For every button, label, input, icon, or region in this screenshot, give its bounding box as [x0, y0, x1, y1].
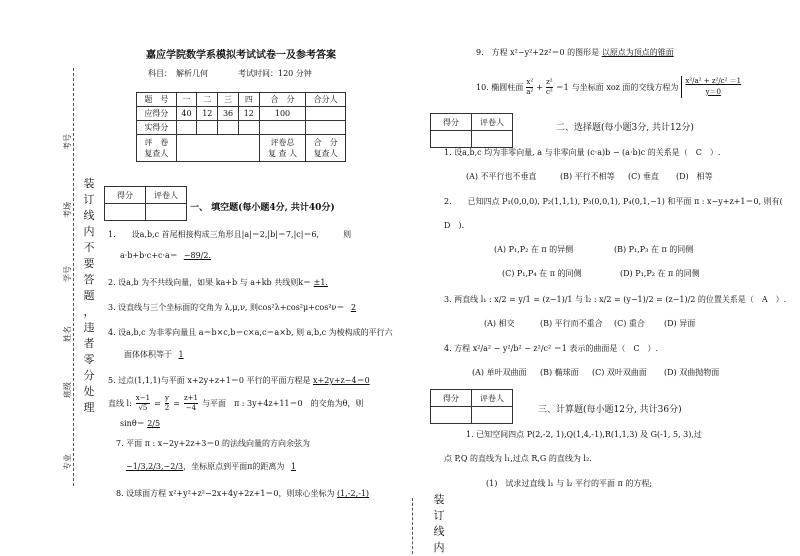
calc-q1-line2: 点 P,Q 的直线为 l₁,过点 R,G 的直线为 l₂.: [444, 454, 592, 463]
label-name: 姓名: [63, 326, 72, 342]
section3-title: 三、计算题(每小题12分, 共计36分): [538, 405, 682, 415]
seal-char: 线: [433, 525, 445, 538]
mc-q1-opt-b: (B) 平行不相等: [560, 172, 615, 181]
mc-q3: 3. 两直线 l₁ : x/2 = y/1 = (z−1)/1 与 l₂ : x/2 = (y−1)/2 = (z−1)/2 的位置关系是（ A ）.: [444, 295, 787, 304]
cell: 评卷人: [146, 187, 187, 204]
cell: 评 卷 复查人: [137, 135, 177, 162]
seal-char: 订: [83, 193, 95, 206]
label-exam-no: 考号: [63, 134, 72, 150]
exam-time: 考试时间：120 分钟: [238, 69, 312, 78]
seal-char: 装: [433, 493, 445, 506]
q1-text: 1. 设a,b,c 首尾相接构成三角形且|a|＝2,|b|＝7,|c|＝6, 则: [108, 230, 352, 239]
answer: (1,-2,-1): [337, 489, 370, 498]
seal-notice: [432, 492, 446, 556]
seal-char: 题: [83, 289, 95, 302]
seal-char: 答: [83, 273, 95, 286]
mc-q1-opt-d: (D) 相等: [676, 172, 713, 181]
cell: [306, 107, 346, 121]
seal-char: 不: [83, 241, 95, 254]
scorer-box: [104, 186, 187, 221]
q1-expr: a·b+b·c+c·a＝ −89/2.: [120, 250, 217, 261]
answer: 2/5: [147, 419, 161, 428]
section1-title: 一、 填空题(每小题4分, 共计40分): [190, 203, 335, 213]
cell: 评卷总 复 查 人: [259, 135, 306, 162]
cell: 得分: [105, 187, 146, 204]
answer: −89/2.: [183, 251, 211, 260]
cell: 四: [238, 93, 259, 107]
mc-q4-opt-c: (C) 双叶双曲面: [592, 368, 647, 377]
q9-text: 9. 方程 x²−y²+2z²＝0 的图形是 以原点为顶点的锥面: [476, 48, 674, 57]
mc-q2-opt-b: (B) P₁,P₃ 在 π 的同侧: [614, 245, 694, 254]
cell: 合 分 复查人: [306, 135, 346, 162]
cell: 评卷人: [472, 390, 513, 407]
cell: 得分: [431, 114, 472, 131]
seal-char: 分: [83, 369, 95, 382]
cell: 12: [197, 107, 218, 121]
seal-char: ，: [83, 305, 95, 318]
q2-text: 2. 设a,b 为不共线向量，如果 ka+b 与 a+kb 共线则k＝ ±1.: [108, 278, 328, 287]
q4-text: 4. 设a,b,c 为非零向量且 a＝b×c,b＝c×a,c＝a×b, 则 a,b,c 为棱构成的平行六: [108, 328, 393, 337]
answer: −1/3,2/3,−2/3: [126, 462, 184, 471]
seal-notice: [82, 176, 96, 416]
label-exam-room: 考场: [63, 202, 72, 218]
label-class: 班级: [63, 382, 72, 398]
cell: 应得分: [137, 107, 177, 121]
calc-q1-part1: (1) 试求过直线 l₁ 与 l₂ 平行的平面 π 的方程;: [486, 479, 653, 488]
seal-char: 零: [83, 353, 95, 366]
cell: 一: [176, 93, 197, 107]
mc-q2-answer: D ).: [444, 221, 465, 230]
scorer-box: [430, 113, 513, 148]
seal-char: 理: [83, 401, 95, 414]
binding-line: [412, 498, 413, 554]
answer: ±1.: [313, 278, 328, 287]
mc-q3-opt-b: (B) 平行而不重合: [540, 319, 603, 328]
answer: 以原点为顶点的锥面: [601, 48, 674, 57]
answer: 1: [290, 462, 297, 471]
seal-char: 处: [83, 385, 95, 398]
q6-answer-line: sinθ＝ 2/5: [120, 419, 161, 428]
mc-q1-opt-c: (C) 垂直: [628, 172, 659, 181]
mc-q3-opt-c: (C) 重合: [614, 319, 645, 328]
cell: 12: [238, 107, 259, 121]
q6-text: 直线 l: $\frac{x-1}{√5}$ = $\frac{y}{2}$ = $\frac{z+1}{-4}$ 与平面 π : 3y+4z+11＝0 的交角为θ，则: [108, 394, 364, 412]
scorer-box: [430, 389, 513, 424]
cell: 实得分: [137, 121, 177, 135]
seal-char: 要: [83, 257, 95, 270]
seal-char: 装: [83, 177, 95, 190]
cell: 得分: [431, 390, 472, 407]
label-student-no: 学号: [63, 266, 72, 282]
page-title: 嘉应学院数学系模拟考试试卷一及参考答案: [146, 50, 336, 61]
seal-char: 线: [83, 209, 95, 222]
q3-text: 3. 设直线与三个坐标面的交角为 λ,μ,ν, 则cos²λ+cos²μ+cos²ν＝ 2: [108, 302, 360, 313]
q8-text: 8. 设球面方程 x²+y²+z²−2x+4y+2z+1＝0，则球心坐标为 (1,-2,-1): [116, 489, 370, 498]
cell: 100: [259, 107, 306, 121]
answer: x+2y+z−4＝0: [313, 376, 370, 385]
cell: 合分人: [306, 93, 346, 107]
binding-line: [73, 68, 74, 486]
q7-text2: −1/3,2/3,−2/3，坐标原点到平面π的距离为 1: [126, 461, 300, 472]
q4-text2: 面体体积等于 1: [124, 349, 188, 360]
q5-text: 5. 过点(1,1,1)与平面 x+2y+z+1＝0 平行的平面方程是 x+2y+z−4＝0: [108, 376, 370, 385]
cell: 三: [218, 93, 239, 107]
mc-q4-opt-d: (D) 双曲抛物面: [664, 368, 720, 377]
cell: 40: [176, 107, 197, 121]
mc-q1: 1. 设a,b,c 均为非零向量, a 与非零向量 (c·a)b − (a·b)c 的关系是（ C ）.: [444, 148, 721, 157]
cell: 合 分: [259, 93, 306, 107]
mc-q3-opt-d: (D) 异面: [664, 319, 696, 328]
q7-text: 7. 平面 π : x−2y+2z+3＝0 的法线向量的方向余弦为: [116, 439, 311, 448]
cell: 36: [218, 107, 239, 121]
mc-q2: 2. 已知四点 P₁(0,0,0), P₂(1,1,1), P₃(0,0,1), P₄(0,1,−1) 和平面 π : x−y+z+1＝0, 则有(: [444, 197, 783, 206]
answer: 2: [350, 303, 357, 312]
seal-char: 内: [83, 225, 95, 238]
answer: 1: [178, 350, 184, 359]
mc-q3-opt-a: (A) 相交: [484, 319, 515, 328]
q10-text: 10. 椭圆柱面 x² a² + $\frac{\text{z²}}{\text{c²}}$ ＝1 与坐标面 xoz 面的交线方程为 x²/a² + z²/c² ＝1 y＝0: [476, 77, 742, 96]
seal-char: 订: [433, 509, 445, 522]
cell: 题 号: [137, 93, 177, 107]
cell: 评卷人: [472, 114, 513, 131]
mc-q1-opt-a: (A) 不平行也不垂直: [466, 172, 537, 181]
mc-q2-opt-c: (C) P₁,P₄ 在 π 的同侧: [502, 269, 582, 278]
seal-char: 违: [83, 321, 95, 334]
seal-char: 者: [83, 337, 95, 350]
score-table: [136, 92, 346, 162]
section2-title: 二、选择题(每小题3分, 共计12分): [556, 123, 694, 133]
mc-q2-opt-d: (D) P₁,P₂ 在 π 的同侧: [620, 269, 700, 278]
cell: 二: [197, 93, 218, 107]
mc-q4-opt-b: (B) 椭球面: [540, 368, 579, 377]
mc-q4: 4. 方程 x²/a² − y²/b² − z²/c² ＝1 表示的曲面是（ C ）.: [444, 344, 659, 353]
mc-q4-opt-a: (A) 单叶双曲面: [472, 368, 527, 377]
subject-line: 科目： 解析几何: [148, 69, 208, 78]
mc-q2-opt-a: (A) P₁,P₂ 在 π 的异侧: [494, 245, 574, 254]
seal-char: 内: [433, 541, 445, 554]
label-major: 专业: [63, 454, 72, 470]
calc-q1: 1. 已知空间四点 P(2,-2, 1),Q(1,4,-1),R(1,1,3) 及 G(-1, 5, 3),过: [466, 430, 702, 439]
q10-answer: x²/a² + z²/c² ＝1 y＝0: [681, 76, 741, 98]
